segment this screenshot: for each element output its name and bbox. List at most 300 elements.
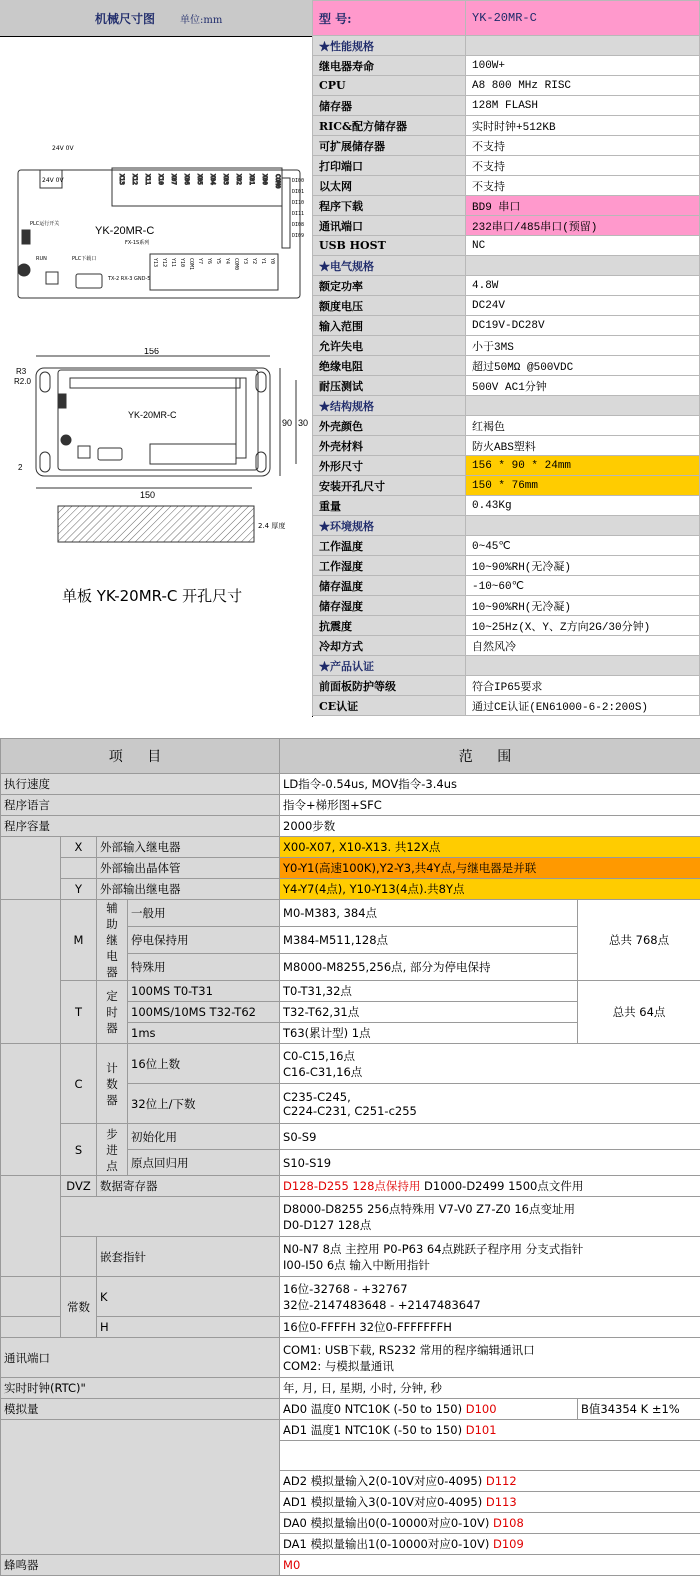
ad2-value <box>280 1471 700 1492</box>
table-row <box>1 858 700 879</box>
bottom-terminal-label: Y0 <box>269 258 275 265</box>
mt-group-cell <box>1 900 61 1044</box>
spec-row <box>313 96 700 116</box>
spec-key: CE认证 <box>313 696 466 716</box>
buzzer-label: 蜂鸣器 <box>1 1555 280 1576</box>
table-row <box>1 1420 700 1441</box>
spec-row <box>313 176 700 196</box>
header-item: 项 目 <box>1 739 280 774</box>
d2-value-line1: D8000-D8255 256点特殊用 V7-V0 Z7-Z0 16点变址用 <box>283 1201 575 1216</box>
ad3-text: AD1 模拟量输入3(0-10V对应0-4095) <box>283 1495 486 1509</box>
spec-key: USB HOST <box>313 236 466 256</box>
c2-value <box>280 1084 700 1124</box>
top-terminal-label: X01 <box>248 174 255 185</box>
m2-value: M384-M511,128点 <box>280 927 578 954</box>
dvz-name: 数据寄存器 <box>97 1176 280 1197</box>
transistor-value: Y0-Y1(高速100K),Y2-Y3,共4Y点,与继电器是并联 <box>280 858 700 879</box>
spec-row <box>313 296 700 316</box>
spec-value: 不支持 <box>466 176 700 196</box>
analog-group-cell <box>1 1420 280 1555</box>
bottom-terminal-label: Y2 <box>251 258 257 265</box>
t-group-text: 定时器 <box>106 989 118 1035</box>
x-value: X00-X07, X10-X13. 共12X点 <box>280 837 700 858</box>
spec-value: 156 * 90 * 24mm <box>466 456 700 476</box>
t2-name: 100MS/10MS T32-T62 <box>128 1002 280 1023</box>
spec-key: ★产品认证 <box>313 656 466 676</box>
spec-key: RIC&配方储存器 <box>313 116 466 136</box>
spec-section-row <box>313 656 700 676</box>
spec-key: 耐压测试 <box>313 376 466 396</box>
spec-value: 232串口/485串口(预留) <box>466 216 700 236</box>
spec-key: 以太网 <box>313 176 466 196</box>
table-row <box>1 1124 700 1150</box>
y-value: Y4-Y7(4点), Y10-Y13(4点).共8Y点 <box>280 879 700 900</box>
spec-value: BD9 串口 <box>466 196 700 216</box>
table-row <box>1 837 700 858</box>
spec-value: 小于3MS <box>466 336 700 356</box>
bottom-terminal-label: Y7 <box>197 258 203 265</box>
s1-name: 初始化用 <box>128 1124 280 1150</box>
mechanical-drawing-panel <box>0 0 313 717</box>
m3-value: M8000-M8255,256点, 部分为停电保持 <box>280 954 578 981</box>
table-row <box>1 900 700 927</box>
c1-name: 16位上数 <box>128 1044 280 1084</box>
k-value-line1: 16位-32768 - +32767 <box>283 1281 408 1296</box>
buzzer-value: M0 <box>280 1555 700 1576</box>
h-blank <box>1 1317 61 1338</box>
spec-value: 实时时钟+512KB <box>466 116 700 136</box>
table-row <box>1 1317 700 1338</box>
spec-row <box>313 536 700 556</box>
spec-key: ★结构规格 <box>313 396 466 416</box>
bottom-terminal-label: Y11 <box>170 258 176 268</box>
spec-row <box>313 576 700 596</box>
psu-box: 24V 0V <box>42 177 64 184</box>
com-value-line2: COM2: 与模拟量通讯 <box>283 1358 394 1373</box>
m1-value: M0-M383, 384点 <box>280 900 578 927</box>
dim-2: 2 <box>18 463 23 472</box>
k-value-line2: 32位-2147483648 - +2147483647 <box>283 1297 481 1312</box>
board-label: YK-20MR-C <box>95 225 155 237</box>
spec-value: 100W+ <box>466 56 700 76</box>
spec-value: 不支持 <box>466 136 700 156</box>
spec-value: 超过50MΩ @500VDC <box>466 356 700 376</box>
spec-row <box>313 456 700 476</box>
table-row <box>1 879 700 900</box>
da1-register: D109 <box>492 1537 524 1551</box>
spec-key: 外形尺寸 <box>313 456 466 476</box>
d2-value <box>280 1197 700 1237</box>
c-group-text: 计数器 <box>106 1060 118 1107</box>
spec-value: 10~25Hz(X、Y、Z方向2G/30分钟) <box>466 616 700 636</box>
spec-section-row <box>313 396 700 416</box>
spec-row <box>313 636 700 656</box>
ad3-register: D113 <box>485 1495 517 1509</box>
spec-value: 自然风冷 <box>466 636 700 656</box>
spec-row <box>313 216 700 236</box>
dvz-value-red: D128-D255 128点保持用 <box>283 1179 421 1193</box>
spec-key: 工作温度 <box>313 536 466 556</box>
spec-key: 打印端口 <box>313 156 466 176</box>
table-row <box>1 1176 700 1197</box>
spec-value: 128M FLASH <box>466 96 700 116</box>
da1-text: DA1 模拟量输出1(0-10000对应0-10V) <box>283 1537 493 1551</box>
drawing-caption: 单板 YK-20MR-C 开孔尺寸 <box>62 587 243 605</box>
x-label: X <box>61 837 97 858</box>
spec-row <box>313 416 700 436</box>
spec-value: 防火ABS塑料 <box>466 436 700 456</box>
spec-key: 储存湿度 <box>313 596 466 616</box>
table-row <box>1 1197 700 1237</box>
spec-key: 允许失电 <box>313 336 466 356</box>
spec-value: NC <box>466 236 700 256</box>
spec-key: 储存温度 <box>313 576 466 596</box>
spec-value: 符合IP65要求 <box>466 676 700 696</box>
top-terminal-label: X05 <box>196 174 203 185</box>
side-label: DI09 <box>292 233 305 239</box>
t1-value: T0-T31,32点 <box>280 981 578 1002</box>
ad0-bvalue: B值34354 K ±1% <box>578 1399 700 1420</box>
dvz-value-rest: D1000-D2499 1500点文件用 <box>420 1179 584 1193</box>
spec-key: 通讯端口 <box>313 216 466 236</box>
capacity-value: 2000步数 <box>280 816 700 837</box>
da0-value <box>280 1513 700 1534</box>
psu-label: 24V 0V <box>52 145 74 152</box>
spec-row <box>313 476 700 496</box>
ad1-register: D101 <box>465 1423 497 1437</box>
lang-value: 指令+梯形图+SFC <box>280 795 700 816</box>
x-name: 外部输入继电器 <box>97 837 280 858</box>
c1-value <box>280 1044 700 1084</box>
dim-r2: R2.0 <box>14 377 31 386</box>
spec-key: 额度电压 <box>313 296 466 316</box>
table-row <box>1 774 700 795</box>
spec-key: 额定功率 <box>313 276 466 296</box>
spec-value: 红褐色 <box>466 416 700 436</box>
top-terminal-label: X13 <box>118 174 125 185</box>
m1-name: 一般用 <box>128 900 280 927</box>
m-group-text: 辅助继电器 <box>106 901 118 979</box>
spec-key: 储存器 <box>313 96 466 116</box>
dvz-value <box>280 1176 700 1197</box>
bottom-terminal-label: Y6 <box>206 258 212 265</box>
dim-r3: R3 <box>16 367 27 376</box>
rtc-value: 年, 月, 日, 星期, 小时, 分钟, 秒 <box>280 1378 700 1399</box>
c2-value-line1: C235-C245, <box>283 1089 351 1104</box>
detail-header-row <box>1 739 700 774</box>
da0-register: D108 <box>492 1516 524 1530</box>
m-label: M <box>61 900 97 981</box>
spec-key: 外壳颜色 <box>313 416 466 436</box>
ad2-text: AD2 模拟量输入2(0-10V对应0-4095) <box>283 1474 486 1488</box>
drawing-unit: 单位:mm <box>180 15 223 26</box>
table-row <box>1 795 700 816</box>
spec-value: 通过CE认证(EN61000-6-2:200S) <box>466 696 700 716</box>
spec-row <box>313 156 700 176</box>
spec-row <box>313 376 700 396</box>
thickness-label: 2.4 厚度 <box>258 522 286 530</box>
side-label: DI00 <box>292 178 305 184</box>
rtc-label: 实时时钟(RTC)" <box>1 1378 280 1399</box>
bottom-terminal-label: COM1 <box>188 258 194 271</box>
m3-name: 特殊用 <box>128 954 280 981</box>
table-row <box>1 1277 700 1317</box>
spec-key: CPU <box>313 76 466 96</box>
spec-section-row <box>313 256 700 276</box>
dim-width-inner: 150 <box>140 490 156 498</box>
table-row <box>1 816 700 837</box>
top-terminal-label: X07 <box>170 174 177 185</box>
t-label: T <box>61 981 97 1044</box>
top-terminal-label: X03 <box>222 174 229 185</box>
analog-label: 模拟量 <box>1 1399 280 1420</box>
m2-name: 停电保持用 <box>128 927 280 954</box>
ad0-register: D100 <box>465 1402 497 1416</box>
c-label: C <box>61 1044 97 1124</box>
com-value <box>280 1338 700 1378</box>
spec-value: DC24V <box>466 296 700 316</box>
spec-key: 可扩展储存器 <box>313 136 466 156</box>
spec-row <box>313 196 700 216</box>
spec-section-row <box>313 36 700 56</box>
spec-value <box>466 516 700 536</box>
run-switch-label: PLC运行开关 <box>30 221 60 227</box>
spec-row <box>313 556 700 576</box>
bottom-section <box>0 738 700 1576</box>
spec-section-row <box>313 516 700 536</box>
s-group-text: 步进点 <box>106 1126 118 1173</box>
spec-key: 冷却方式 <box>313 636 466 656</box>
m-total: 总共 768点 <box>578 900 700 981</box>
ad1-value <box>280 1420 700 1441</box>
nest-name: 嵌套指针 <box>97 1237 280 1277</box>
com-label: 通讯端口 <box>1 1338 280 1378</box>
t2-value: T32-T62,31点 <box>280 1002 578 1023</box>
const-label: 常数 <box>61 1277 97 1338</box>
outline-dimension-drawing <box>0 348 312 498</box>
spec-row <box>313 116 700 136</box>
analog-blank-1 <box>280 1441 700 1471</box>
bottom-terminal-label: COM0 <box>233 258 239 271</box>
model-label: 型 号: <box>313 1 466 36</box>
side-label: DI08 <box>292 222 305 228</box>
spec-row <box>313 616 700 636</box>
drawing-title: 机械尺寸图 <box>95 12 156 26</box>
lang-label: 程序语言 <box>1 795 280 816</box>
ad0-text: AD0 温度0 NTC10K (-50 to 150) <box>283 1402 466 1416</box>
top-terminal-label: X04 <box>209 174 216 185</box>
spec-row <box>313 356 700 376</box>
side-label: DI11 <box>292 211 305 217</box>
h-value: 16位0-FFFFH 32位0-FFFFFFFH <box>280 1317 700 1338</box>
model-row <box>313 1 700 36</box>
spec-value: 10~90%RH(无冷凝) <box>466 556 700 576</box>
spec-key: 重量 <box>313 496 466 516</box>
bottom-terminal-label: Y10 <box>179 258 185 268</box>
y-name: 外部输出继电器 <box>97 879 280 900</box>
spec-table <box>312 0 700 716</box>
da1-value <box>280 1534 700 1555</box>
spec-value: -10~60℃ <box>466 576 700 596</box>
cs-group-cell <box>1 1044 61 1176</box>
spec-row <box>313 336 700 356</box>
y-label: Y <box>61 879 97 900</box>
spec-row <box>313 276 700 296</box>
spec-value <box>466 256 700 276</box>
spec-row <box>313 316 700 336</box>
dim-height-inner: 30 <box>298 418 309 428</box>
top-terminal-label: X06 <box>183 174 190 185</box>
table-row <box>1 1044 700 1084</box>
spec-value <box>466 656 700 676</box>
c1-value-line1: C0-C15,16点 <box>283 1048 355 1063</box>
h-label: H <box>97 1317 280 1338</box>
spec-key: ★性能规格 <box>313 36 466 56</box>
s-label: S <box>61 1124 97 1176</box>
c2-name: 32位上/下数 <box>128 1084 280 1124</box>
spec-row <box>313 136 700 156</box>
ad3-value <box>280 1492 700 1513</box>
top-terminal-label: X12 <box>131 174 138 185</box>
exec-speed-label: 执行速度 <box>1 774 280 795</box>
spec-key: 绝缘电阻 <box>313 356 466 376</box>
table-row <box>1 1399 700 1420</box>
table-row <box>1 1338 700 1378</box>
spec-value: 10~90%RH(无冷凝) <box>466 596 700 616</box>
top-terminal-label: X00 <box>261 174 268 185</box>
spec-key: 抗震度 <box>313 616 466 636</box>
thickness-drawing <box>0 500 312 550</box>
bottom-terminal-label: Y4 <box>224 258 230 265</box>
c2-value-line2: C224-C231, C251-c255 <box>283 1103 417 1118</box>
spec-key: 工作湿度 <box>313 556 466 576</box>
d2-blank <box>61 1197 280 1237</box>
com-label: RUN <box>36 256 47 262</box>
ad0-value <box>280 1399 578 1420</box>
bottom-terminal-label: Y5 <box>215 258 221 265</box>
da0-text: DA0 模拟量输出0(0-10000对应0-10V) <box>283 1516 493 1530</box>
spec-value: 0~45℃ <box>466 536 700 556</box>
d2-value-line2: D0-D127 128点 <box>283 1217 372 1232</box>
m-group <box>97 900 128 981</box>
spec-value: 500V AC1分钟 <box>466 376 700 396</box>
model-value: YK-20MR-C <box>466 1 700 36</box>
spec-key: ★电气规格 <box>313 256 466 276</box>
spec-key: 前面板防护等级 <box>313 676 466 696</box>
s-group <box>97 1124 128 1176</box>
t-total: 总共 64点 <box>578 981 700 1044</box>
bottom-terminal-label: Y13 <box>152 258 158 268</box>
const-blank <box>1 1277 61 1317</box>
spec-row <box>313 496 700 516</box>
table-row <box>1 981 700 1002</box>
transistor-name: 外部输出晶体管 <box>97 858 280 879</box>
side-label: DI01 <box>292 189 305 195</box>
spec-value: DC19V-DC28V <box>466 316 700 336</box>
dim-width-outer: 156 <box>144 348 160 356</box>
spec-value <box>466 36 700 56</box>
nest-value-line1: N0-N7 8点 主控用 P0-P63 64点跳跃子程序用 分支式指针 <box>283 1241 584 1256</box>
spec-row <box>313 56 700 76</box>
dim-height-outer: 90 <box>282 418 293 428</box>
side-label: DI10 <box>292 200 305 206</box>
top-terminal-label: X10 <box>157 174 164 185</box>
bottom-terminal-label: Y12 <box>161 258 167 268</box>
spec-row <box>313 236 700 256</box>
spec-value: 150 * 76mm <box>466 476 700 496</box>
s2-value: S10-S19 <box>280 1150 700 1176</box>
spec-value: 0.43Kg <box>466 496 700 516</box>
top-terminal-label: X11 <box>144 174 151 185</box>
t-group <box>97 981 128 1044</box>
dvz-label: DVZ <box>61 1176 97 1197</box>
capacity-label: 程序容量 <box>1 816 280 837</box>
spec-value: A8 800 MHz RISC <box>466 76 700 96</box>
com-value-line1: COM1: USB下载, RS232 常用的程序编辑通讯口 <box>283 1342 535 1357</box>
spec-value <box>466 396 700 416</box>
t1-name: 100MS T0-T31 <box>128 981 280 1002</box>
s2-name: 原点回归用 <box>128 1150 280 1176</box>
spec-key: 继电器寿命 <box>313 56 466 76</box>
spec-row <box>313 596 700 616</box>
t3-value: T63(累计型) 1点 <box>280 1023 578 1044</box>
spec-key: 输入范围 <box>313 316 466 336</box>
spec-value: 不支持 <box>466 156 700 176</box>
t3-name: 1ms <box>128 1023 280 1044</box>
c1-value-line2: C16-C31,16点 <box>283 1064 363 1079</box>
table-row <box>1 1378 700 1399</box>
drawing-header <box>0 0 312 37</box>
table-row <box>1 1237 700 1277</box>
spec-row <box>313 76 700 96</box>
io-group-cell <box>1 837 61 900</box>
top-terminal-block <box>112 168 282 206</box>
k-value <box>280 1277 700 1317</box>
top-section <box>0 0 700 717</box>
detail-spec-table <box>0 738 700 1576</box>
s1-value: S0-S9 <box>280 1124 700 1150</box>
nest-blank <box>61 1237 97 1277</box>
k-label: K <box>97 1277 280 1317</box>
spec-value: 4.8W <box>466 276 700 296</box>
tr-blank <box>61 858 97 879</box>
spec-key: 外壳材料 <box>313 436 466 456</box>
top-terminal-label: COM0 <box>274 174 281 189</box>
spec-row <box>313 696 700 716</box>
table-row <box>1 1555 700 1576</box>
exec-speed-value: LD指令-0.54us, MOV指令-3.4us <box>280 774 700 795</box>
ad2-register: D112 <box>485 1474 517 1488</box>
spec-key: ★环境规格 <box>313 516 466 536</box>
spec-key: 安装开孔尺寸 <box>313 476 466 496</box>
ad1-text: AD1 温度1 NTC10K (-50 to 150) <box>283 1423 466 1437</box>
c-group <box>97 1044 128 1124</box>
nest-value <box>280 1237 700 1277</box>
board-series: FX-1S系列 <box>125 240 150 246</box>
top-terminal-label: X02 <box>235 174 242 185</box>
bottom-terminal-label: Y3 <box>242 258 248 265</box>
dvz-group-cell <box>1 1176 61 1277</box>
bottom-terminal-label: Y1 <box>260 258 266 265</box>
nest-value-line2: I00-I50 6点 输入中断用指针 <box>283 1257 430 1272</box>
txrx-label: TX-2 RX-3 GND-5 <box>108 276 151 282</box>
header-range: 范 围 <box>280 739 700 774</box>
spec-row <box>313 436 700 456</box>
spec-row <box>313 676 700 696</box>
spec-key: 程序下载 <box>313 196 466 216</box>
download-port-label: PLC下载口 <box>72 256 97 262</box>
outline-board-label: YK-20MR-C <box>128 410 177 420</box>
